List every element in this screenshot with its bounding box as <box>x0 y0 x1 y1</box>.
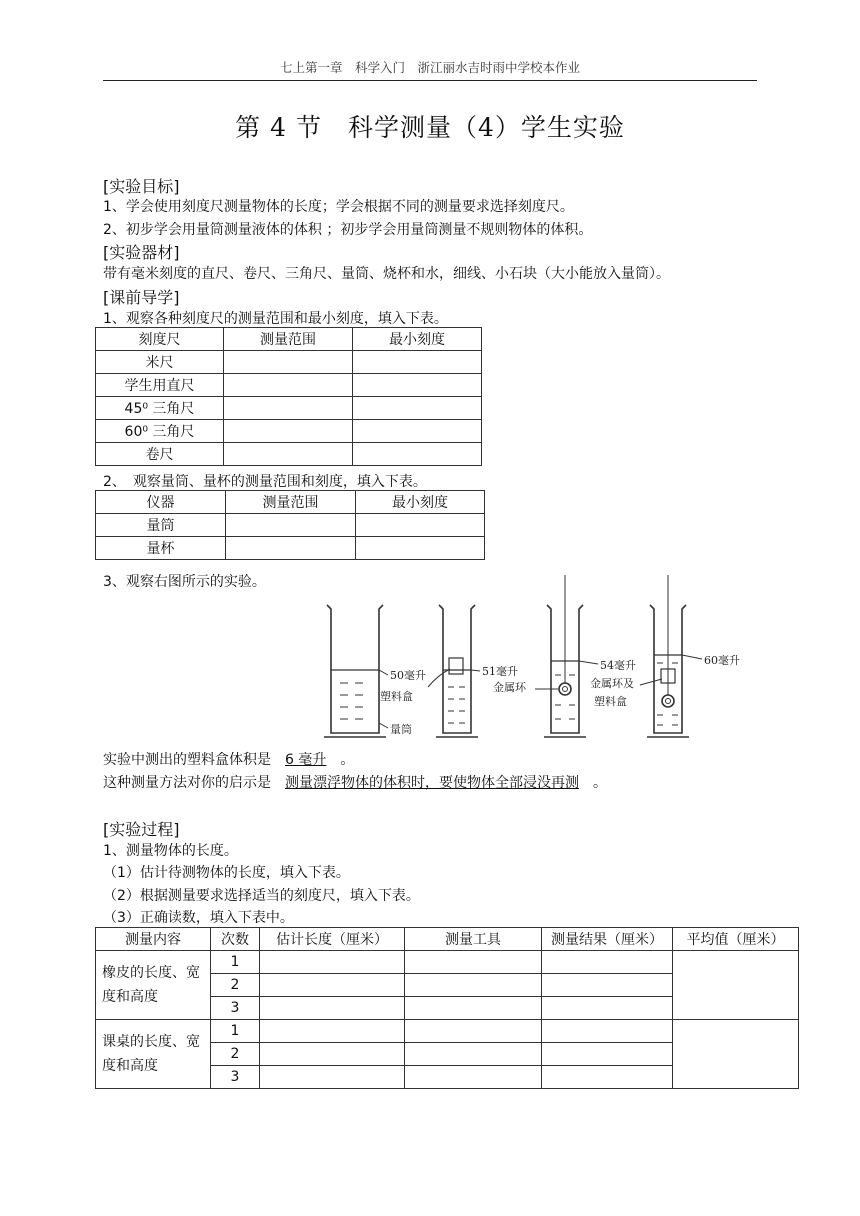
row-label: 米尺 <box>96 351 224 374</box>
table-header: 测量范围 <box>224 328 353 351</box>
process-step-1: 1、测量物体的长度。 <box>103 843 238 859</box>
blank-cell[interactable] <box>353 443 482 466</box>
blank-cell[interactable] <box>356 514 485 537</box>
blank-cell[interactable] <box>260 1020 405 1043</box>
cylinder-1 <box>324 605 388 737</box>
count-cell: 1 <box>211 1020 260 1043</box>
cylinder-4 <box>640 575 702 737</box>
figure-label: 塑料盒 <box>594 695 627 708</box>
blank-cell[interactable] <box>542 1043 673 1066</box>
table-header: 测量内容 <box>96 928 211 951</box>
table-row <box>96 951 799 974</box>
preview-question-2: 2、 观察量筒、量杯的测量范围和刻度，填入下表。 <box>103 474 427 490</box>
group-label: 橡皮的长度、宽度和高度 <box>96 951 211 1020</box>
table-header: 刻度尺 <box>96 328 224 351</box>
figure-label: 50毫升 <box>390 669 426 682</box>
answer-insight <box>103 772 607 792</box>
table-row <box>96 397 482 420</box>
blank-cell[interactable] <box>224 351 353 374</box>
page-header: 七上第一章 科学入门 浙江丽水吉时雨中学校本作业 <box>103 58 757 81</box>
blank-cell[interactable] <box>226 537 356 560</box>
blank-cell[interactable] <box>542 997 673 1020</box>
table-row <box>96 537 485 560</box>
cylinder-3 <box>535 575 598 737</box>
blank-cell[interactable] <box>260 1043 405 1066</box>
answer-prefix: 实验中测出的塑料盒体积是 <box>103 752 271 768</box>
answer-blank[interactable]: 6 毫升 <box>285 752 327 768</box>
table-row <box>96 1020 799 1043</box>
blank-cell[interactable] <box>353 397 482 420</box>
blank-cell[interactable] <box>405 1043 542 1066</box>
blank-cell[interactable] <box>542 974 673 997</box>
process-heading: [实验过程] <box>103 820 180 839</box>
blank-cell[interactable] <box>356 537 485 560</box>
row-label: 量杯 <box>96 537 226 560</box>
table-row <box>96 443 482 466</box>
preview-heading: [课前导学] <box>103 288 180 307</box>
blank-cell[interactable] <box>226 514 356 537</box>
cylinder-figure <box>300 575 770 747</box>
count-cell: 1 <box>211 951 260 974</box>
average-cell[interactable] <box>673 951 799 1020</box>
blank-cell[interactable] <box>353 420 482 443</box>
ruler-table <box>95 327 482 466</box>
process-sub-3: （3）正确读数，填入下表中。 <box>103 910 294 926</box>
answer-volume <box>103 749 354 769</box>
figure-label: 塑料盒 <box>380 690 413 703</box>
table-header: 次数 <box>211 928 260 951</box>
table-row <box>96 420 482 443</box>
blank-cell[interactable] <box>260 951 405 974</box>
goals-heading: [实验目标] <box>103 177 180 196</box>
blank-cell[interactable] <box>224 374 353 397</box>
blank-cell[interactable] <box>542 1066 673 1089</box>
table-row <box>96 374 482 397</box>
answer-suffix: 。 <box>593 775 607 791</box>
table-header: 估计长度（厘米） <box>260 928 405 951</box>
goal-item-2: 2、初步学会用量筒测量液体的体积 ；初步学会用量筒测量不规则物体的体积。 <box>103 222 593 238</box>
equipment-heading: [实验器材] <box>103 243 180 262</box>
answer-suffix: 。 <box>340 752 355 768</box>
page-title: 第 4 节 科学测量（4）学生实验 <box>235 113 625 142</box>
preview-question-1: 1、观察各种刻度尺的测量范围和最小刻度，填入下表。 <box>103 311 448 327</box>
table-header: 测量范围 <box>226 491 356 514</box>
blank-cell[interactable] <box>405 997 542 1020</box>
row-label: 卷尺 <box>96 443 224 466</box>
figure-label: 金属环 <box>493 681 526 694</box>
blank-cell[interactable] <box>542 1020 673 1043</box>
row-label: 45⁰ 三角尺 <box>96 397 224 420</box>
table-header: 最小刻度 <box>353 328 482 351</box>
group-label: 课桌的长度、宽度和高度 <box>96 1020 211 1089</box>
row-label: 60⁰ 三角尺 <box>96 420 224 443</box>
figure-label: 51毫升 <box>482 665 518 678</box>
table-row <box>96 351 482 374</box>
blank-cell[interactable] <box>260 974 405 997</box>
blank-cell[interactable] <box>260 997 405 1020</box>
average-cell[interactable] <box>673 1020 799 1089</box>
table-header: 测量工具 <box>405 928 542 951</box>
blank-cell[interactable] <box>405 1066 542 1089</box>
instrument-table <box>95 490 485 560</box>
process-sub-2: （2）根据测量要求选择适当的刻度尺，填入下表。 <box>103 888 420 904</box>
table-header: 仪器 <box>96 491 226 514</box>
figure-label: 60毫升 <box>704 654 740 667</box>
preview-question-3: 3、观察右图所示的实验。 <box>103 574 266 590</box>
count-cell: 2 <box>211 974 260 997</box>
blank-cell[interactable] <box>405 974 542 997</box>
table-header: 测量结果（厘米） <box>542 928 673 951</box>
count-cell: 3 <box>211 997 260 1020</box>
blank-cell[interactable] <box>260 1066 405 1089</box>
answer-prefix: 这种测量方法对你的启示是 <box>103 775 271 791</box>
table-row <box>96 514 485 537</box>
blank-cell[interactable] <box>405 1020 542 1043</box>
blank-cell[interactable] <box>542 951 673 974</box>
blank-cell[interactable] <box>224 397 353 420</box>
length-measurement-table <box>95 927 799 1089</box>
blank-cell[interactable] <box>405 951 542 974</box>
blank-cell[interactable] <box>353 351 482 374</box>
goal-item-1: 1、学会使用刻度尺测量物体的长度；学会根据不同的测量要求选择刻度尺。 <box>103 199 574 215</box>
row-label: 量筒 <box>96 514 226 537</box>
equipment-text: 带有毫米刻度的直尺、卷尺、三角尺、量筒、烧杯和水，细线、小石块（大小能放入量筒）。 <box>103 266 670 282</box>
figure-label: 金属环及 <box>590 677 634 690</box>
table-header: 平均值（厘米） <box>673 928 799 951</box>
row-label: 学生用直尺 <box>96 374 224 397</box>
count-cell: 3 <box>211 1066 260 1089</box>
cylinder-2 <box>428 605 480 737</box>
count-cell: 2 <box>211 1043 260 1066</box>
figure-label: 量筒 <box>390 723 412 736</box>
blank-cell[interactable] <box>224 420 353 443</box>
process-sub-1: （1）估计待测物体的长度，填入下表。 <box>103 865 350 881</box>
table-header: 最小刻度 <box>356 491 485 514</box>
blank-cell[interactable] <box>353 374 482 397</box>
figure-label: 54毫升 <box>600 659 636 672</box>
answer-blank[interactable]: 测量漂浮物体的体积时，要使物体全部浸没再测 <box>285 775 579 791</box>
blank-cell[interactable] <box>224 443 353 466</box>
